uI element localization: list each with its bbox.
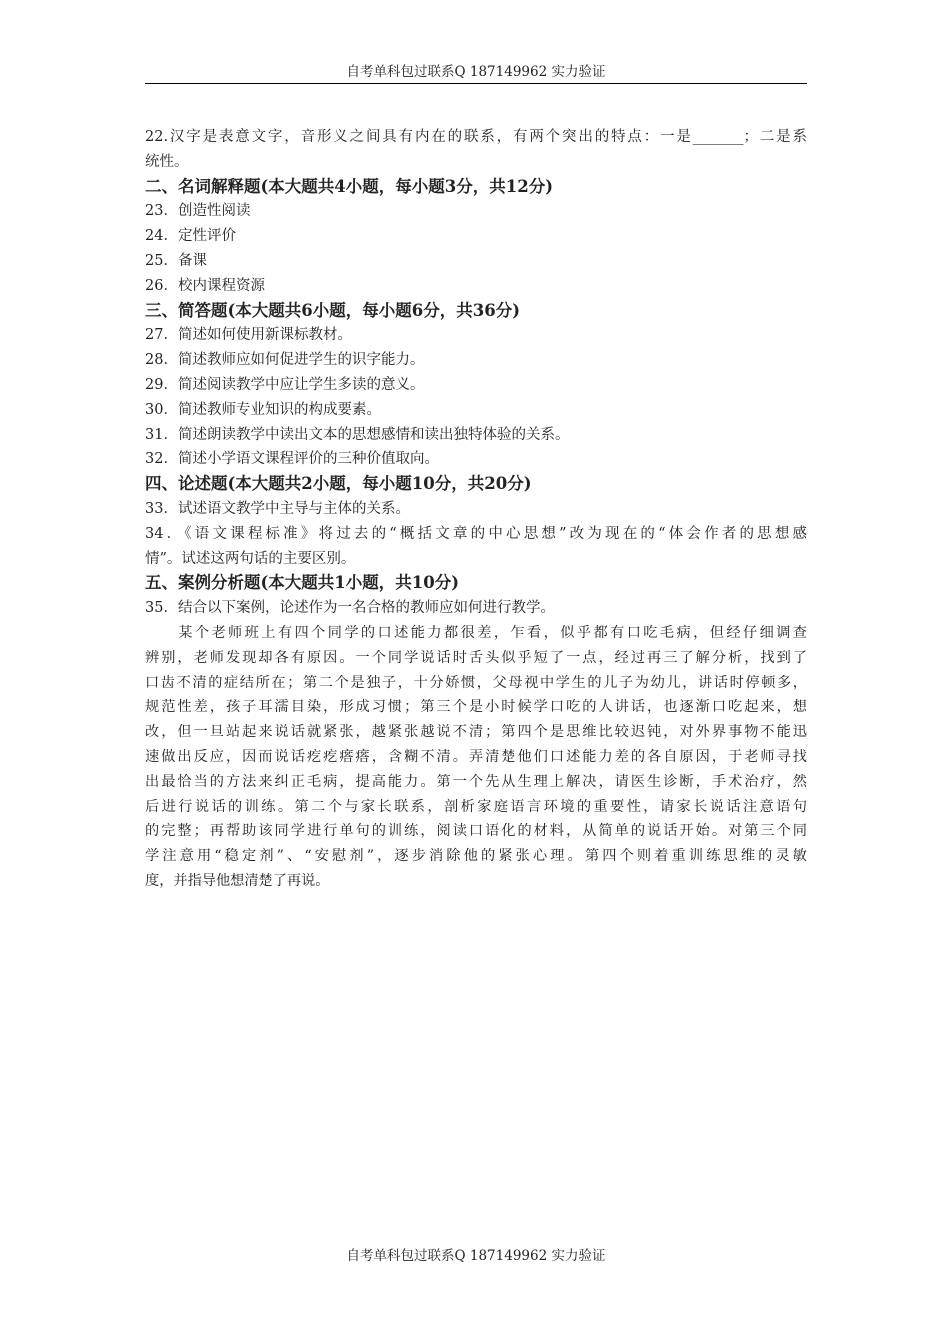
exam-body — [145, 125, 807, 894]
question-31: 31．简述朗读教学中读出文本的思想感情和读出独特体验的关系。 — [145, 426, 570, 443]
question-23: 23．创造性阅读 — [145, 203, 251, 220]
case-line: 辨别，老师发现却各有原因。一个同学说话时舌头似乎短了一点，经过再三了解分析，找到了 — [145, 649, 807, 666]
page-footer: 自考单科包过联系Q 187149962 实力验证 — [346, 1248, 606, 1264]
question-34-line-2: 情”。试述这两句话的主要区别。 — [145, 550, 356, 567]
header-rule — [145, 83, 807, 84]
question-25: 25．备课 — [145, 252, 207, 269]
question-33: 33．试述语文教学中主导与主体的关系。 — [145, 500, 410, 517]
question-22-line-1: 22.汉字是表意文字，音形义之间具有内在的联系，有两个突出的特点：一是_______；二是系 — [145, 129, 807, 145]
section-5-heading: 五、案例分析题(本大题共1小题，共10分) — [145, 573, 460, 593]
page-header: 自考单科包过联系Q 187149962 实力验证 — [346, 64, 606, 80]
case-line: 某个老师班上有四个同学的口述能力都很差，乍看，似乎都有口吃毛病，但经仔细调查 — [145, 624, 807, 641]
question-28: 28．简述教师应如何促进学生的识字能力。 — [145, 352, 425, 369]
case-line: 速做出反应，因而说话疙疙瘩瘩，含糊不清。弄清楚他们口述能力差的各自原因，于老师寻找 — [145, 748, 807, 765]
question-34-line-1: 34．《语文课程标准》将过去的“概括文章的中心思想”改为现在的“体会作者的思想感 — [145, 525, 807, 542]
question-30: 30．简述教师专业知识的构成要素。 — [145, 401, 381, 418]
case-line: 改，但一旦站起来说话就紧张，越紧张越说不清；第四个是思维比较迟钝，对外界事物不能迅 — [145, 724, 807, 741]
case-line: 口齿不清的症结所在；第二个是独子，十分娇惯，父母视中学生的儿子为幼儿，讲话时停顿多， — [145, 674, 807, 691]
question-32: 32．简述小学语文课程评价的三种价值取向。 — [145, 451, 439, 468]
case-line: 学注意用“稳定剂”、“安慰剂”，逐步消除他的紧张心理。第四个则着重训练思维的灵敏 — [145, 848, 807, 865]
case-line: 的完整；再帮助该同学进行单句的训练，阅读口语化的材料，从简单的说话开始。对第三个同 — [145, 823, 807, 840]
question-22-line-2: 统性。 — [145, 153, 189, 170]
section-2-heading: 二、名词解释题(本大题共4小题，每小题3分，共12分) — [145, 176, 554, 196]
question-27: 27．简述如何使用新课标教材。 — [145, 327, 352, 344]
question-24: 24．定性评价 — [145, 228, 236, 245]
question-26: 26．校内课程资源 — [145, 277, 265, 294]
case-line: 度，并指导他想清楚了再说。 — [145, 872, 330, 889]
case-line: 出最恰当的方法来纠正毛病，提高能力。第一个先从生理上解决，请医生诊断，手术治疗，然 — [145, 773, 807, 790]
section-4-heading: 四、论述题(本大题共2小题，每小题10分，共20分) — [145, 474, 532, 494]
question-29: 29．简述阅读教学中应让学生多读的意义。 — [145, 376, 425, 393]
case-line: 后进行说话的训练。第二个与家长联系，剖析家庭语言环境的重要性，请家长说话注意语句 — [145, 798, 807, 815]
question-35: 35．结合以下案例，论述作为一名合格的教师应如何进行教学。 — [145, 600, 555, 617]
section-3-heading: 三、简答题(本大题共6小题，每小题6分，共36分) — [145, 300, 521, 320]
case-line: 规范性差，孩子耳濡目染，形成习惯；第三个是小时候学口吃的人讲话，也逐渐口吃起来，想 — [145, 699, 807, 716]
